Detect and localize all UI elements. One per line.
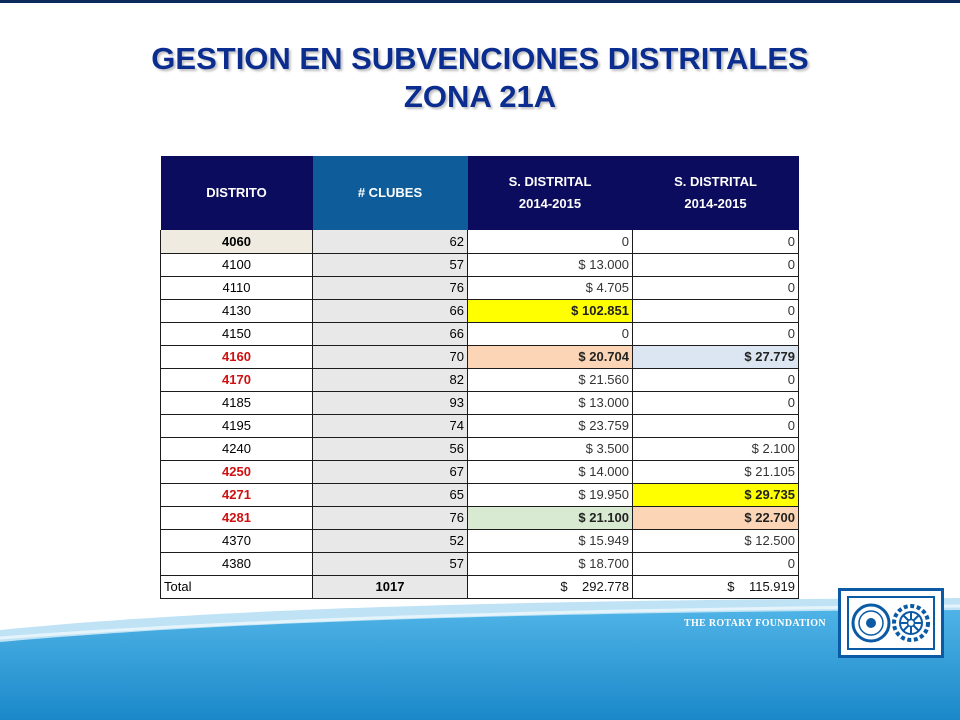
cell-sd-2: 0	[633, 322, 799, 345]
cell-sd-1-highlight: $ 21.100	[468, 506, 633, 529]
cell-distrito: 4110	[161, 276, 313, 299]
rotary-foundation-label: THE ROTARY FOUNDATION	[684, 618, 826, 629]
cell-clubes: 76	[313, 506, 468, 529]
cell-sd-2: 0	[633, 299, 799, 322]
header-sd-1-line1: S. DISTRITAL	[508, 174, 592, 189]
cell-distrito: 4240	[161, 437, 313, 460]
cell-distrito: 4130	[161, 299, 313, 322]
cell-sd-2: $ 12.500	[633, 529, 799, 552]
logo-frame	[847, 596, 935, 650]
header-sd-2-line2: 2014-2015	[684, 196, 747, 211]
cell-distrito: 4380	[161, 552, 313, 575]
cell-distrito: 4370	[161, 529, 313, 552]
cell-sd-2: 0	[633, 414, 799, 437]
table-row	[161, 529, 799, 552]
header-sd-2-line1: S. DISTRITAL	[674, 174, 757, 189]
header-clubes: # CLUBES	[313, 156, 468, 230]
cell-sd-2: $ 2.100	[633, 437, 799, 460]
cell-distrito: 4160	[161, 345, 313, 368]
cell-clubes: 93	[313, 391, 468, 414]
cell-distrito: 4271	[161, 483, 313, 506]
cell-sd-1: $ 19.950	[468, 483, 633, 506]
rotary-wheel-icon	[891, 603, 931, 643]
table-row	[161, 552, 799, 575]
table-row	[161, 322, 799, 345]
cell-sd-2: 0	[633, 253, 799, 276]
table-row	[161, 506, 799, 529]
cell-clubes: 56	[313, 437, 468, 460]
footer-wave	[0, 580, 960, 720]
table-row	[161, 230, 799, 253]
cell-clubes: 57	[313, 552, 468, 575]
total-sd-2: $ 115.919	[633, 575, 799, 598]
cell-sd-1: $ 23.759	[468, 414, 633, 437]
table-row	[161, 253, 799, 276]
header-sd-1-line2: 2014-2015	[518, 196, 582, 211]
top-rule	[0, 0, 960, 3]
cell-sd-2: $ 21.105	[633, 460, 799, 483]
cell-clubes: 67	[313, 460, 468, 483]
total-label: Total	[161, 575, 313, 598]
header-distrito: DISTRITO	[161, 156, 313, 230]
cell-clubes: 66	[313, 322, 468, 345]
cell-sd-1: $ 14.000	[468, 460, 633, 483]
cell-distrito: 4170	[161, 368, 313, 391]
cell-sd-2: 0	[633, 552, 799, 575]
cell-distrito: 4060	[161, 230, 313, 253]
cell-sd-1: $ 4.705	[468, 276, 633, 299]
cell-sd-2-highlight: $ 29.735	[633, 483, 799, 506]
cell-sd-1-highlight: $ 20.704	[468, 345, 633, 368]
total-clubes: 1017	[313, 575, 468, 598]
cell-distrito: 4100	[161, 253, 313, 276]
cell-clubes: 66	[313, 299, 468, 322]
cell-sd-1: $ 13.000	[468, 253, 633, 276]
cell-sd-2-highlight: $ 22.700	[633, 506, 799, 529]
cell-sd-2: 0	[633, 230, 799, 253]
cell-sd-1: $ 21.560	[468, 368, 633, 391]
rotary-logo	[838, 588, 944, 658]
cell-sd-2: 0	[633, 368, 799, 391]
cell-clubes: 52	[313, 529, 468, 552]
cell-distrito: 4185	[161, 391, 313, 414]
table-row	[161, 437, 799, 460]
cell-sd-1: $ 3.500	[468, 437, 633, 460]
cell-sd-2: 0	[633, 391, 799, 414]
cell-sd-1: $ 18.700	[468, 552, 633, 575]
table-row	[161, 414, 799, 437]
total-sd-1: $ 292.778	[468, 575, 633, 598]
table-row	[161, 276, 799, 299]
cell-sd-1: 0	[468, 230, 633, 253]
cell-sd-1: 0	[468, 322, 633, 345]
title-line-1: GESTION EN SUBVENCIONES DISTRITALES	[151, 41, 809, 76]
table-row	[161, 299, 799, 322]
cell-sd-1: $ 13.000	[468, 391, 633, 414]
cell-sd-2: 0	[633, 276, 799, 299]
table-row	[161, 368, 799, 391]
cell-sd-1: $ 15.949	[468, 529, 633, 552]
cell-distrito: 4195	[161, 414, 313, 437]
cell-clubes: 62	[313, 230, 468, 253]
title-line-2: ZONA 21A	[403, 79, 557, 114]
cell-clubes: 76	[313, 276, 468, 299]
cell-clubes: 65	[313, 483, 468, 506]
cell-sd-2-highlight: $ 27.779	[633, 345, 799, 368]
header-sd-2	[633, 156, 799, 230]
cell-clubes: 70	[313, 345, 468, 368]
cell-clubes: 82	[313, 368, 468, 391]
table-row	[161, 483, 799, 506]
table-row	[161, 345, 799, 368]
subsidy-table	[160, 156, 799, 599]
cell-sd-1-highlight: $ 102.851	[468, 299, 633, 322]
header-sd-1	[468, 156, 633, 230]
cell-distrito: 4281	[161, 506, 313, 529]
table-row	[161, 391, 799, 414]
cell-clubes: 74	[313, 414, 468, 437]
cell-distrito: 4150	[161, 322, 313, 345]
cell-clubes: 57	[313, 253, 468, 276]
cell-distrito: 4250	[161, 460, 313, 483]
page-title	[0, 40, 960, 116]
table-row	[161, 460, 799, 483]
